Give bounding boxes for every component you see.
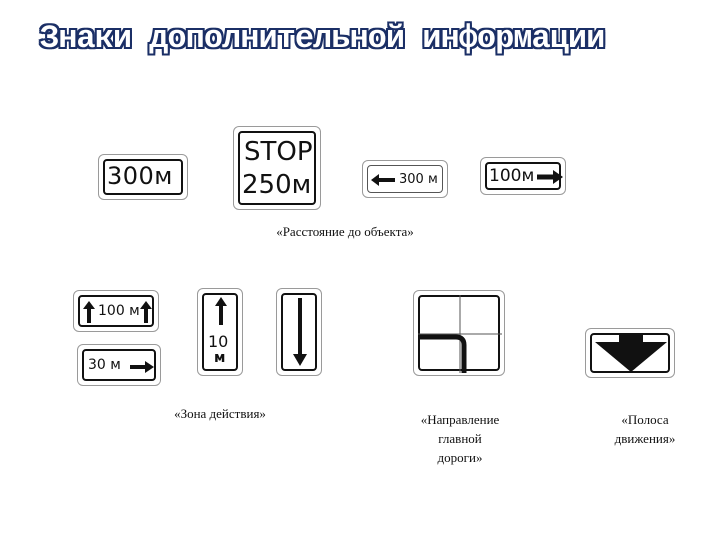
caption-zone: «Зона действия» [174,406,266,421]
sign-distance-300m-left [362,160,448,198]
page-title: Знаки дополнительной информации [40,20,605,57]
sign-line1: 10 [208,332,229,351]
sign-lane [585,328,675,378]
lane-arrow-icon [593,334,669,372]
sign-text: 30 м [88,357,121,373]
sign-distance-100m-right [480,157,566,195]
arrow-down-icon [293,298,307,366]
sign-line1: STOP [244,137,313,167]
caption-main-road: «Направление главной дороги» [420,412,500,465]
sign-zone-100m [73,290,159,332]
sign-text: 300м [107,162,173,190]
sign-distance-300m [98,154,188,200]
sign-line2: м [214,350,226,366]
arrow-up-icon [215,297,227,325]
arrow-up-icon [140,301,152,323]
caption-lane: «Полоса движения» [614,412,676,446]
main-road-direction-icon [418,295,502,373]
sign-zone-30m [77,344,161,386]
sign-zone-down [276,288,322,376]
sign-text: 100 м [98,303,140,319]
arrow-right-icon [130,361,154,373]
sign-text: 300 м [399,172,438,187]
sign-zone-10m [197,288,243,376]
sign-stop-250m [233,126,321,210]
sign-main-road-direction [413,290,505,376]
arrow-right-icon [537,170,563,184]
arrow-left-icon [371,174,397,186]
arrow-up-icon [83,301,95,323]
caption-distance: «Расстояние до объекта» [276,224,414,239]
sign-line2: 250м [242,170,312,200]
sign-text: 100м [489,166,535,186]
